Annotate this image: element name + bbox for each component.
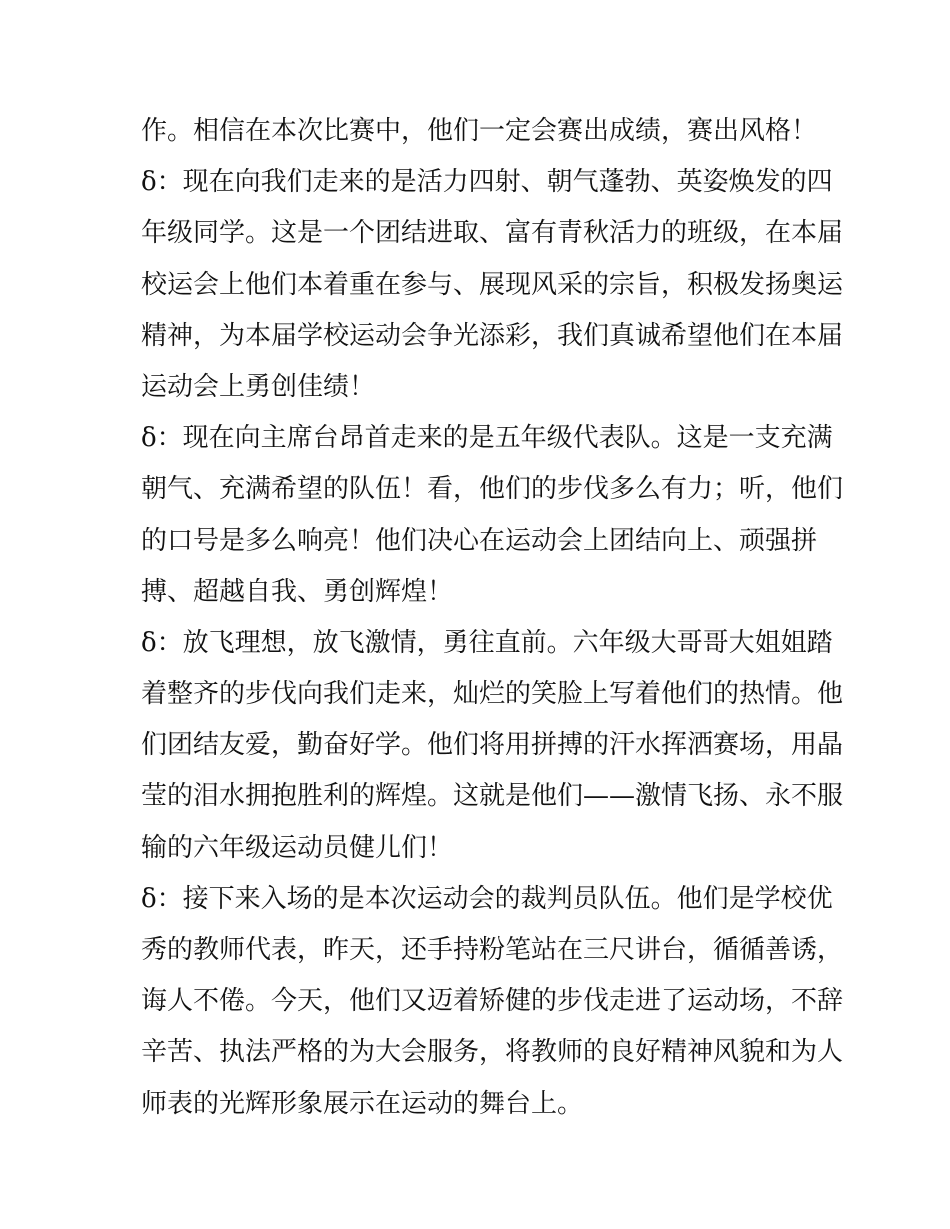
text-line: δ：放飞理想，放飞激情，勇往直前。六年级大哥哥大姐姐踏 <box>141 627 833 658</box>
text-line: 着整齐的步伐向我们走来，灿烂的笑脸上写着他们的热情。他 <box>141 679 844 710</box>
text-line: 搏、超越自我、勇创辉煌！ <box>141 576 454 607</box>
text-line: δ：现在向主席台昂首走来的是五年级代表队。这是一支充满 <box>141 423 833 454</box>
text-line: 们团结友爱，勤奋好学。他们将用拼搏的汗水挥洒赛场，用晶 <box>141 730 844 761</box>
text-line: 朝气、充满希望的队伍！看，他们的步伐多么有力；听，他们 <box>141 474 844 505</box>
text-line: 运动会上勇创佳绩！ <box>141 371 376 402</box>
text-line: 莹的泪水拥抱胜利的辉煌。这就是他们——激情飞扬、永不服 <box>141 781 844 812</box>
text-line: 的口号是多么响亮！他们决心在运动会上团结向上、顽强拼 <box>141 525 818 556</box>
text-line: 秀的教师代表，昨天，还手持粉笔站在三尺讲台，循循善诱， <box>141 935 844 965</box>
text-line: 输的六年级运动员健儿们！ <box>141 832 454 863</box>
text-line: 诲人不倦。今天，他们又迈着矫健的步伐走进了运动场，不辞 <box>141 986 844 1017</box>
text-line: 校运会上他们本着重在参与、展现风采的宗旨，积极发扬奥运 <box>141 269 844 300</box>
document-body <box>141 106 844 1130</box>
text-line: δ：现在向我们走来的是活力四射、朝气蓬勃、英姿焕发的四 <box>141 167 833 198</box>
text-line: 年级同学。这是一个团结进取、富有青秋活力的班级，在本届 <box>141 218 844 249</box>
text-line: 师表的光辉形象展示在运动的舞台上。 <box>141 1088 584 1119</box>
text-line: 辛苦、执法严格的为大会服务，将教师的良好精神风貌和为人 <box>141 1037 844 1068</box>
text-line: 精神，为本届学校运动会争光添彩，我们真诚希望他们在本届 <box>141 320 844 351</box>
text-line: δ：接下来入场的是本次运动会的裁判员队伍。他们是学校优 <box>141 883 833 914</box>
text-line: 作。相信在本次比赛中，他们一定会赛出成绩，赛出风格！ <box>141 116 818 146</box>
